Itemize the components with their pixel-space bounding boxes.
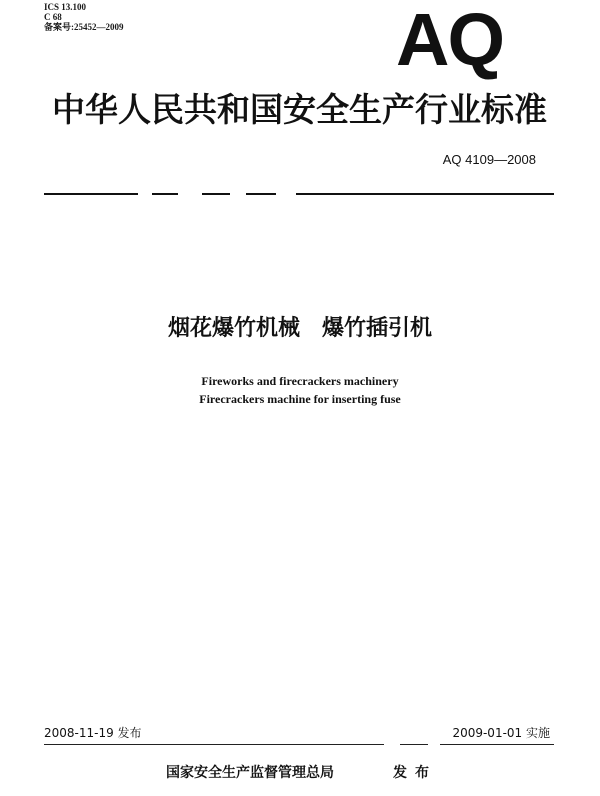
ics-code: ICS 13.100 <box>44 2 87 12</box>
document-title-zh: 烟花爆竹机械 爆竹插引机 <box>167 316 432 341</box>
publish-label: 发布 <box>393 765 437 781</box>
aq-logo: AQ <box>396 0 503 81</box>
top-divider <box>44 193 554 195</box>
ccs-code: C 68 <box>44 12 62 22</box>
implementation-date: 2009-01-01 实施 <box>452 726 550 740</box>
issue-date: 2008-11-19 发布 <box>44 726 142 740</box>
document-metadata <box>44 2 124 32</box>
standard-number: AQ 4109—2008 <box>442 152 536 167</box>
title-en-line-2: Firecrackers machine for inserting fuse <box>199 392 401 406</box>
title-en-line-1: Fireworks and firecrackers machinery <box>201 374 399 388</box>
record-number: 备案号:25452—2009 <box>44 22 124 32</box>
publisher-name: 国家安全生产监督管理总局 <box>166 765 334 781</box>
bottom-divider <box>44 744 554 745</box>
standard-category: 中华人民共和国安全生产行业标准 <box>52 90 547 129</box>
document-title-en <box>0 372 600 408</box>
